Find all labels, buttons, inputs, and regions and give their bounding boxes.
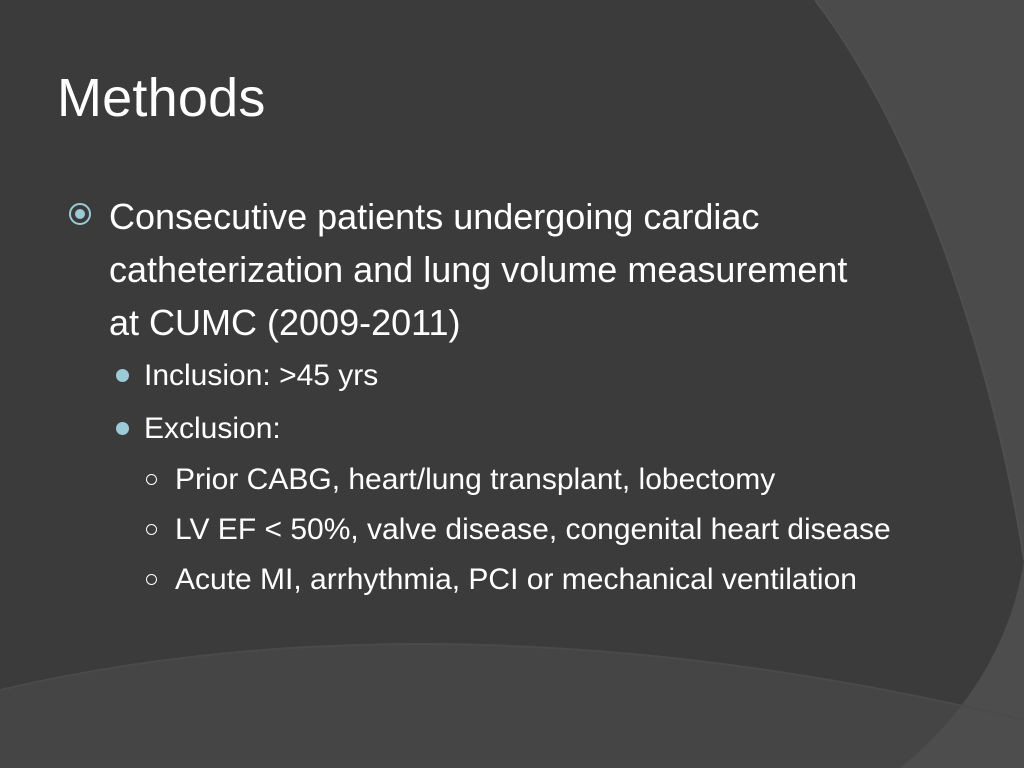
filled-dot-icon: [116, 369, 129, 382]
exclusion-item: [144, 555, 998, 605]
exclusion-item-text: Acute MI, arrhythmia, PCI or mechanical ventilation: [175, 563, 857, 596]
hollow-circle-icon: [146, 474, 157, 485]
main-bullet-line-2: catheterization and lung volume measurement: [109, 249, 848, 290]
main-bullet-line-3: at CUMC (2009-2011): [109, 302, 461, 343]
sub-bullet-text: Inclusion: >45 yrs: [144, 359, 379, 392]
slide-content: [68, 190, 998, 605]
filled-dot-icon: [116, 422, 129, 435]
target-circle-icon: [68, 202, 92, 226]
main-bullet: [68, 190, 998, 349]
hollow-circle-icon: [146, 524, 157, 535]
exclusion-item: [144, 505, 998, 555]
sub-bullet-text: Exclusion:: [144, 412, 281, 445]
sub-bullet-inclusion: [109, 349, 998, 402]
sub-bullet-exclusion: [109, 402, 998, 455]
main-bullet-line-1: Consecutive patients undergoing cardiac: [109, 196, 760, 237]
exclusion-item-text: LV EF < 50%, valve disease, congenital heart disease: [175, 513, 891, 546]
exclusion-item: [144, 455, 998, 505]
exclusion-item-text: Prior CABG, heart/lung transplant, lobectomy: [175, 463, 776, 496]
slide-title: Methods: [57, 68, 266, 128]
hollow-circle-icon: [146, 574, 157, 585]
